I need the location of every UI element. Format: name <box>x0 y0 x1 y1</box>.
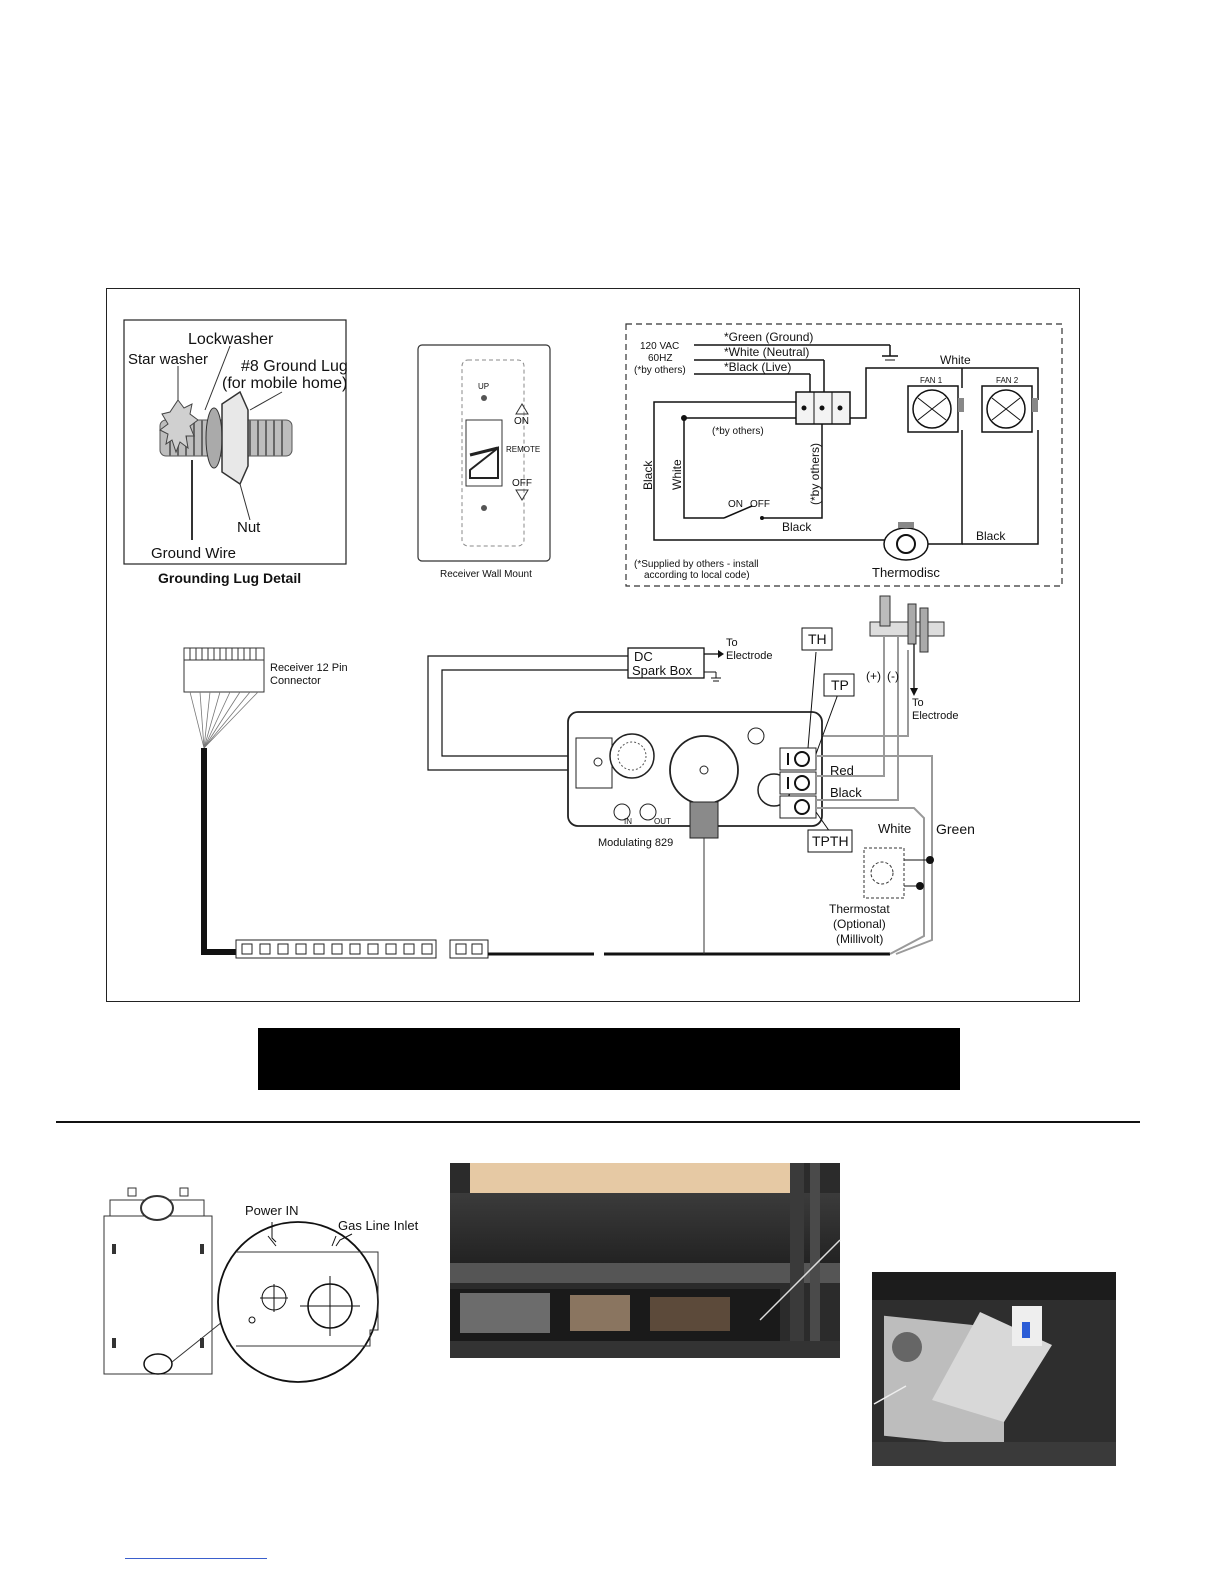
supplied-note-1: (*Supplied by others - install <box>634 559 759 570</box>
white-left-label: White <box>670 459 684 490</box>
black-bottom-label: Black <box>782 520 812 534</box>
black-valve-label: Black <box>830 785 862 800</box>
red-label: Red <box>830 763 854 778</box>
thermostat-label-1: Thermostat <box>829 902 890 916</box>
tp-label: TP <box>831 677 849 693</box>
black-left-label: Black <box>641 460 655 490</box>
power-in-label: Power IN <box>245 1203 299 1218</box>
green-valve-label: Green <box>936 821 975 837</box>
to-electrode-2b: Electrode <box>912 710 959 722</box>
wall-mount-off: OFF <box>512 478 532 489</box>
ground-wire-label: Ground Wire <box>151 545 237 562</box>
ground-lug-label-1: #8 Ground Lug <box>241 358 348 375</box>
thermostat-label-3: (Millivolt) <box>836 932 884 946</box>
valve-in-label: IN <box>624 817 632 826</box>
wall-mount-up: UP <box>478 382 490 391</box>
minus-label: (-) <box>887 669 899 683</box>
by-others-top-label: (*by others) <box>634 365 686 376</box>
valve-out-label: OUT <box>654 817 671 826</box>
by-others-mid-label: (*by others) <box>712 426 764 437</box>
th-label: TH <box>808 631 827 647</box>
star-washer-label: Star washer <box>128 351 209 368</box>
to-electrode-2a: To <box>912 697 924 709</box>
grounding-lug-caption: Grounding Lug Detail <box>158 570 302 586</box>
to-electrode-1a: To <box>726 637 738 649</box>
valve-name-label: Modulating 829 <box>598 837 674 849</box>
black-right-label: Black <box>976 529 1006 543</box>
white-valve-label: White <box>878 821 912 836</box>
wall-mount-on: ON <box>514 416 529 427</box>
spark-box-label: Spark Box <box>632 663 692 678</box>
thermodisc-label: Thermodisc <box>872 565 940 580</box>
receiver-conn-label-2: Connector <box>270 675 321 687</box>
black-live-label: *Black (Live) <box>724 360 792 374</box>
plus-label: (+) <box>866 669 881 683</box>
thermostat-label-2: (Optional) <box>833 917 886 931</box>
to-electrode-1b: Electrode <box>726 650 773 662</box>
footer-link-underline[interactable] <box>125 1558 267 1559</box>
hz-label: 60HZ <box>648 353 673 364</box>
vac-label: 120 VAC <box>640 341 680 352</box>
ground-lug-label-2: (for mobile home) <box>222 375 348 392</box>
fan1-label: FAN 1 <box>920 376 943 385</box>
dc-label: DC <box>634 649 653 664</box>
green-ground-label: *Green (Ground) <box>724 330 814 344</box>
receiver-conn-label-1: Receiver 12 Pin <box>270 662 348 674</box>
switch-off-label: OFF <box>750 499 770 510</box>
supplied-note-2: according to local code) <box>644 570 750 581</box>
fan2-label: FAN 2 <box>996 376 1019 385</box>
lockwasher-label: Lockwasher <box>188 331 274 348</box>
white-neutral-label: *White (Neutral) <box>724 345 810 359</box>
white-top-label: White <box>940 353 971 367</box>
nut-label: Nut <box>237 519 261 536</box>
switch-on-label: ON <box>728 499 743 510</box>
by-others-vert-label: (*by others) <box>808 442 822 505</box>
gas-line-inlet-label: Gas Line Inlet <box>338 1218 419 1233</box>
wall-mount-remote: REMOTE <box>506 445 541 454</box>
tpth-label: TPTH <box>812 833 849 849</box>
wall-mount-caption: Receiver Wall Mount <box>440 569 532 580</box>
